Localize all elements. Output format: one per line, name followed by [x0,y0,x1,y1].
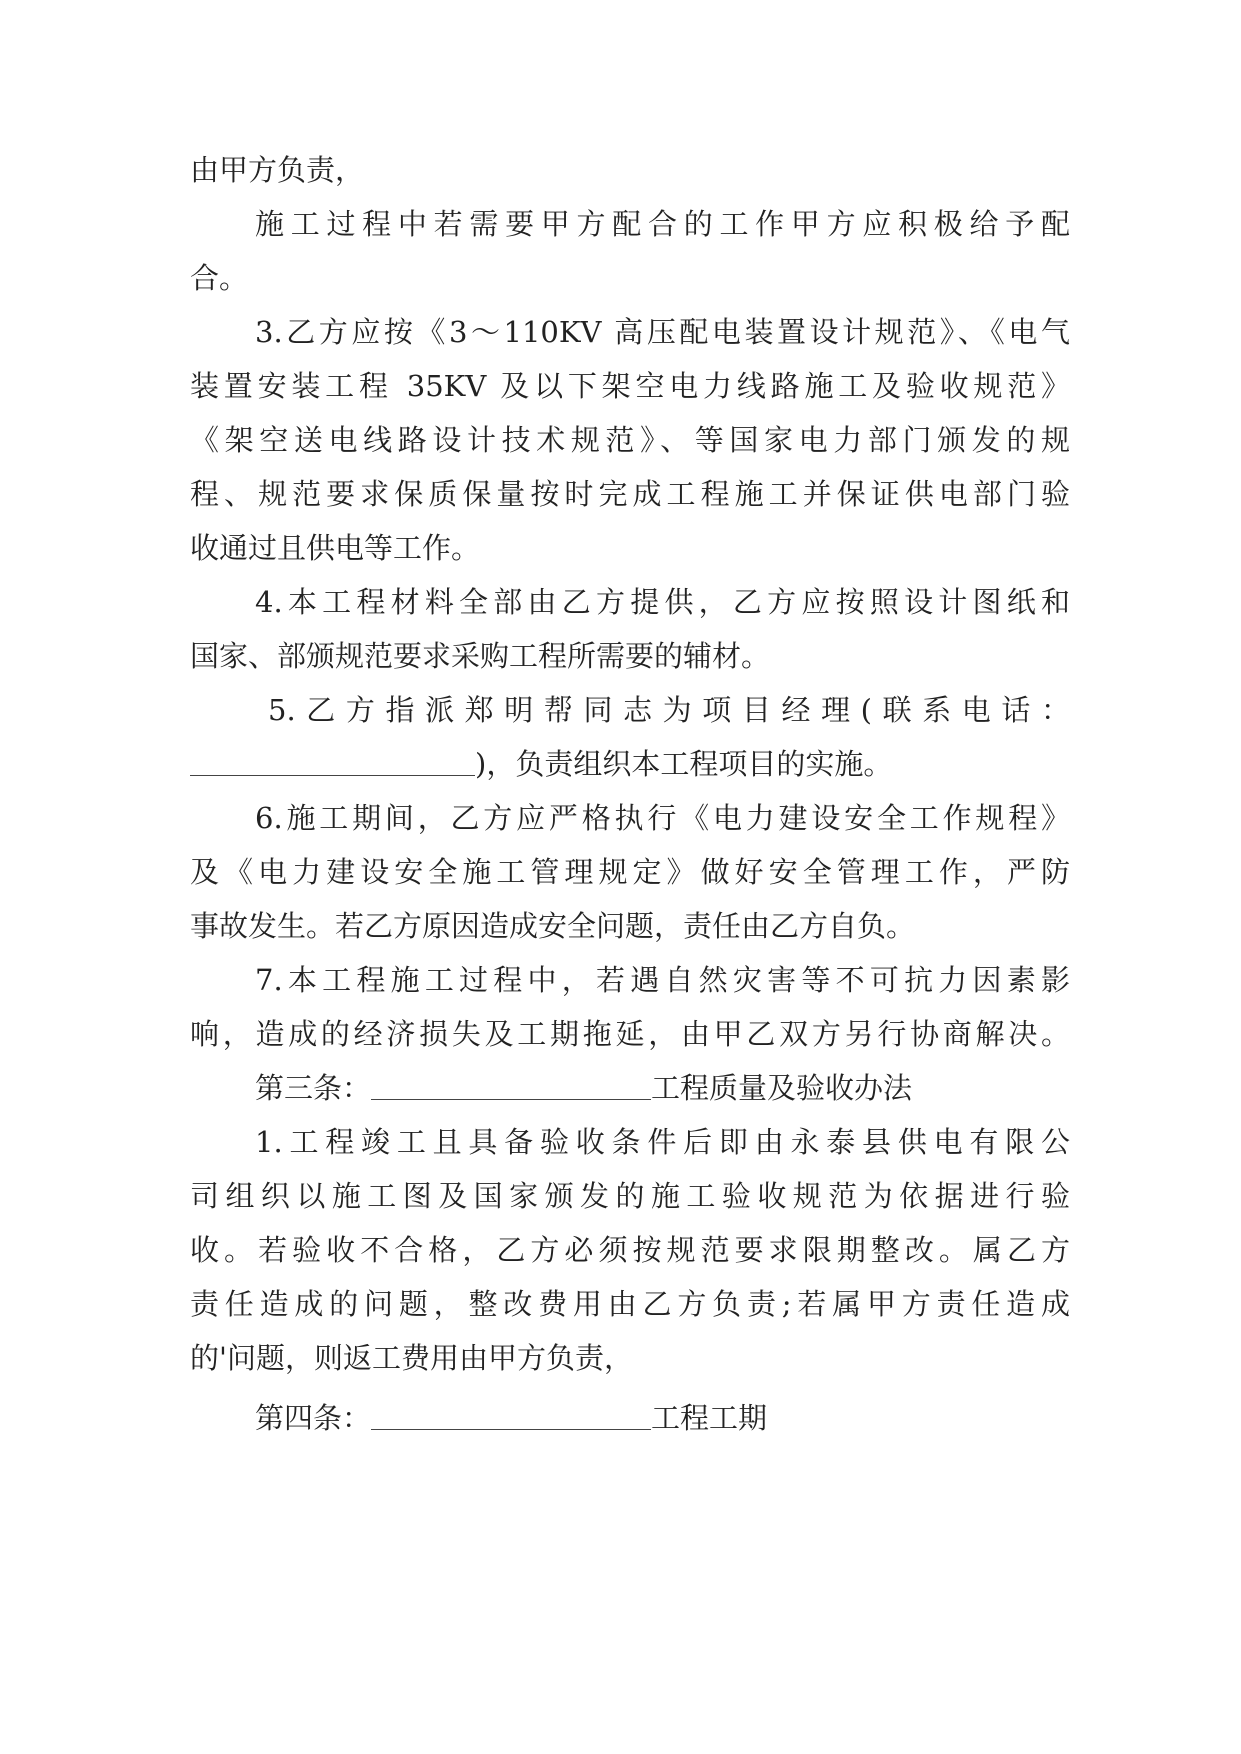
text-line: 3.乙方应按《3～110KV 高压配电装置设计规范》、《电气 [255,315,1070,349]
text-segment: 第四条： [255,1401,372,1435]
phone-blank [190,745,475,776]
text-line: 施工过程中若需要甲方配合的工作甲方应积极给予配 [255,207,1070,241]
text-line: 收通过且供电等工作。 [190,531,481,565]
text-line: 合。 [190,261,249,295]
text-line: 5.乙方指派郑明帮同志为项目经理(联系电话： [268,693,1070,727]
text-line: 装置安装工程 35KV 及以下架空电力线路施工及验收规范》 [190,369,1070,403]
text-line: 事故发生。若乙方原因造成安全问题，责任由乙方自负。 [190,909,916,943]
text-line: 4.本工程材料全部由乙方提供，乙方应按照设计图纸和 [255,585,1070,619]
section-blank [371,1399,651,1430]
text-line: 程、规范要求保质保量按时完成工程施工并保证供电部门验 [190,477,1070,511]
text-line: 《架空送电线路设计技术规范》、等国家电力部门颁发的规 [190,423,1070,457]
text-line: 及《电力建设安全施工管理规定》做好安全管理工作，严防 [190,855,1070,889]
text-line: 1.工程竣工且具备验收条件后即由永泰县供电有限公 [255,1125,1070,1159]
text-line: 响，造成的经济损失及工期拖延，由甲乙双方另行协商解决。 [190,1017,1070,1051]
text-line: 责任造成的问题，整改费用由乙方负责;若属甲方责任造成 [190,1287,1070,1321]
section-heading [255,1066,1070,1110]
text-line: 6.施工期间，乙方应严格执行《电力建设安全工作规程》 [255,801,1070,835]
text-line: 的'问题，则返工费用由甲方负责， [190,1341,633,1375]
text-line: 7.本工程施工过程中，若遇自然灾害等不可抗力因素影 [255,963,1070,997]
text-line: 由甲方负责， [190,153,365,187]
text-line: 收。若验收不合格，乙方必须按规范要求限期整改。属乙方 [190,1233,1070,1267]
text-segment: )，负责组织本工程项目的实施。 [475,747,893,781]
section-heading [255,1396,1070,1440]
text-line: 国家、部颁规范要求采购工程所需要的辅材。 [190,639,771,673]
text-segment: 工程工期 [651,1401,768,1435]
text-segment: 工程质量及验收办法 [651,1071,913,1105]
text-line [190,742,1070,786]
text-line: 司组织以施工图及国家颁发的施工验收规范为依据进行验 [190,1179,1070,1213]
section-blank [371,1069,651,1100]
text-segment: 第三条： [255,1071,372,1105]
